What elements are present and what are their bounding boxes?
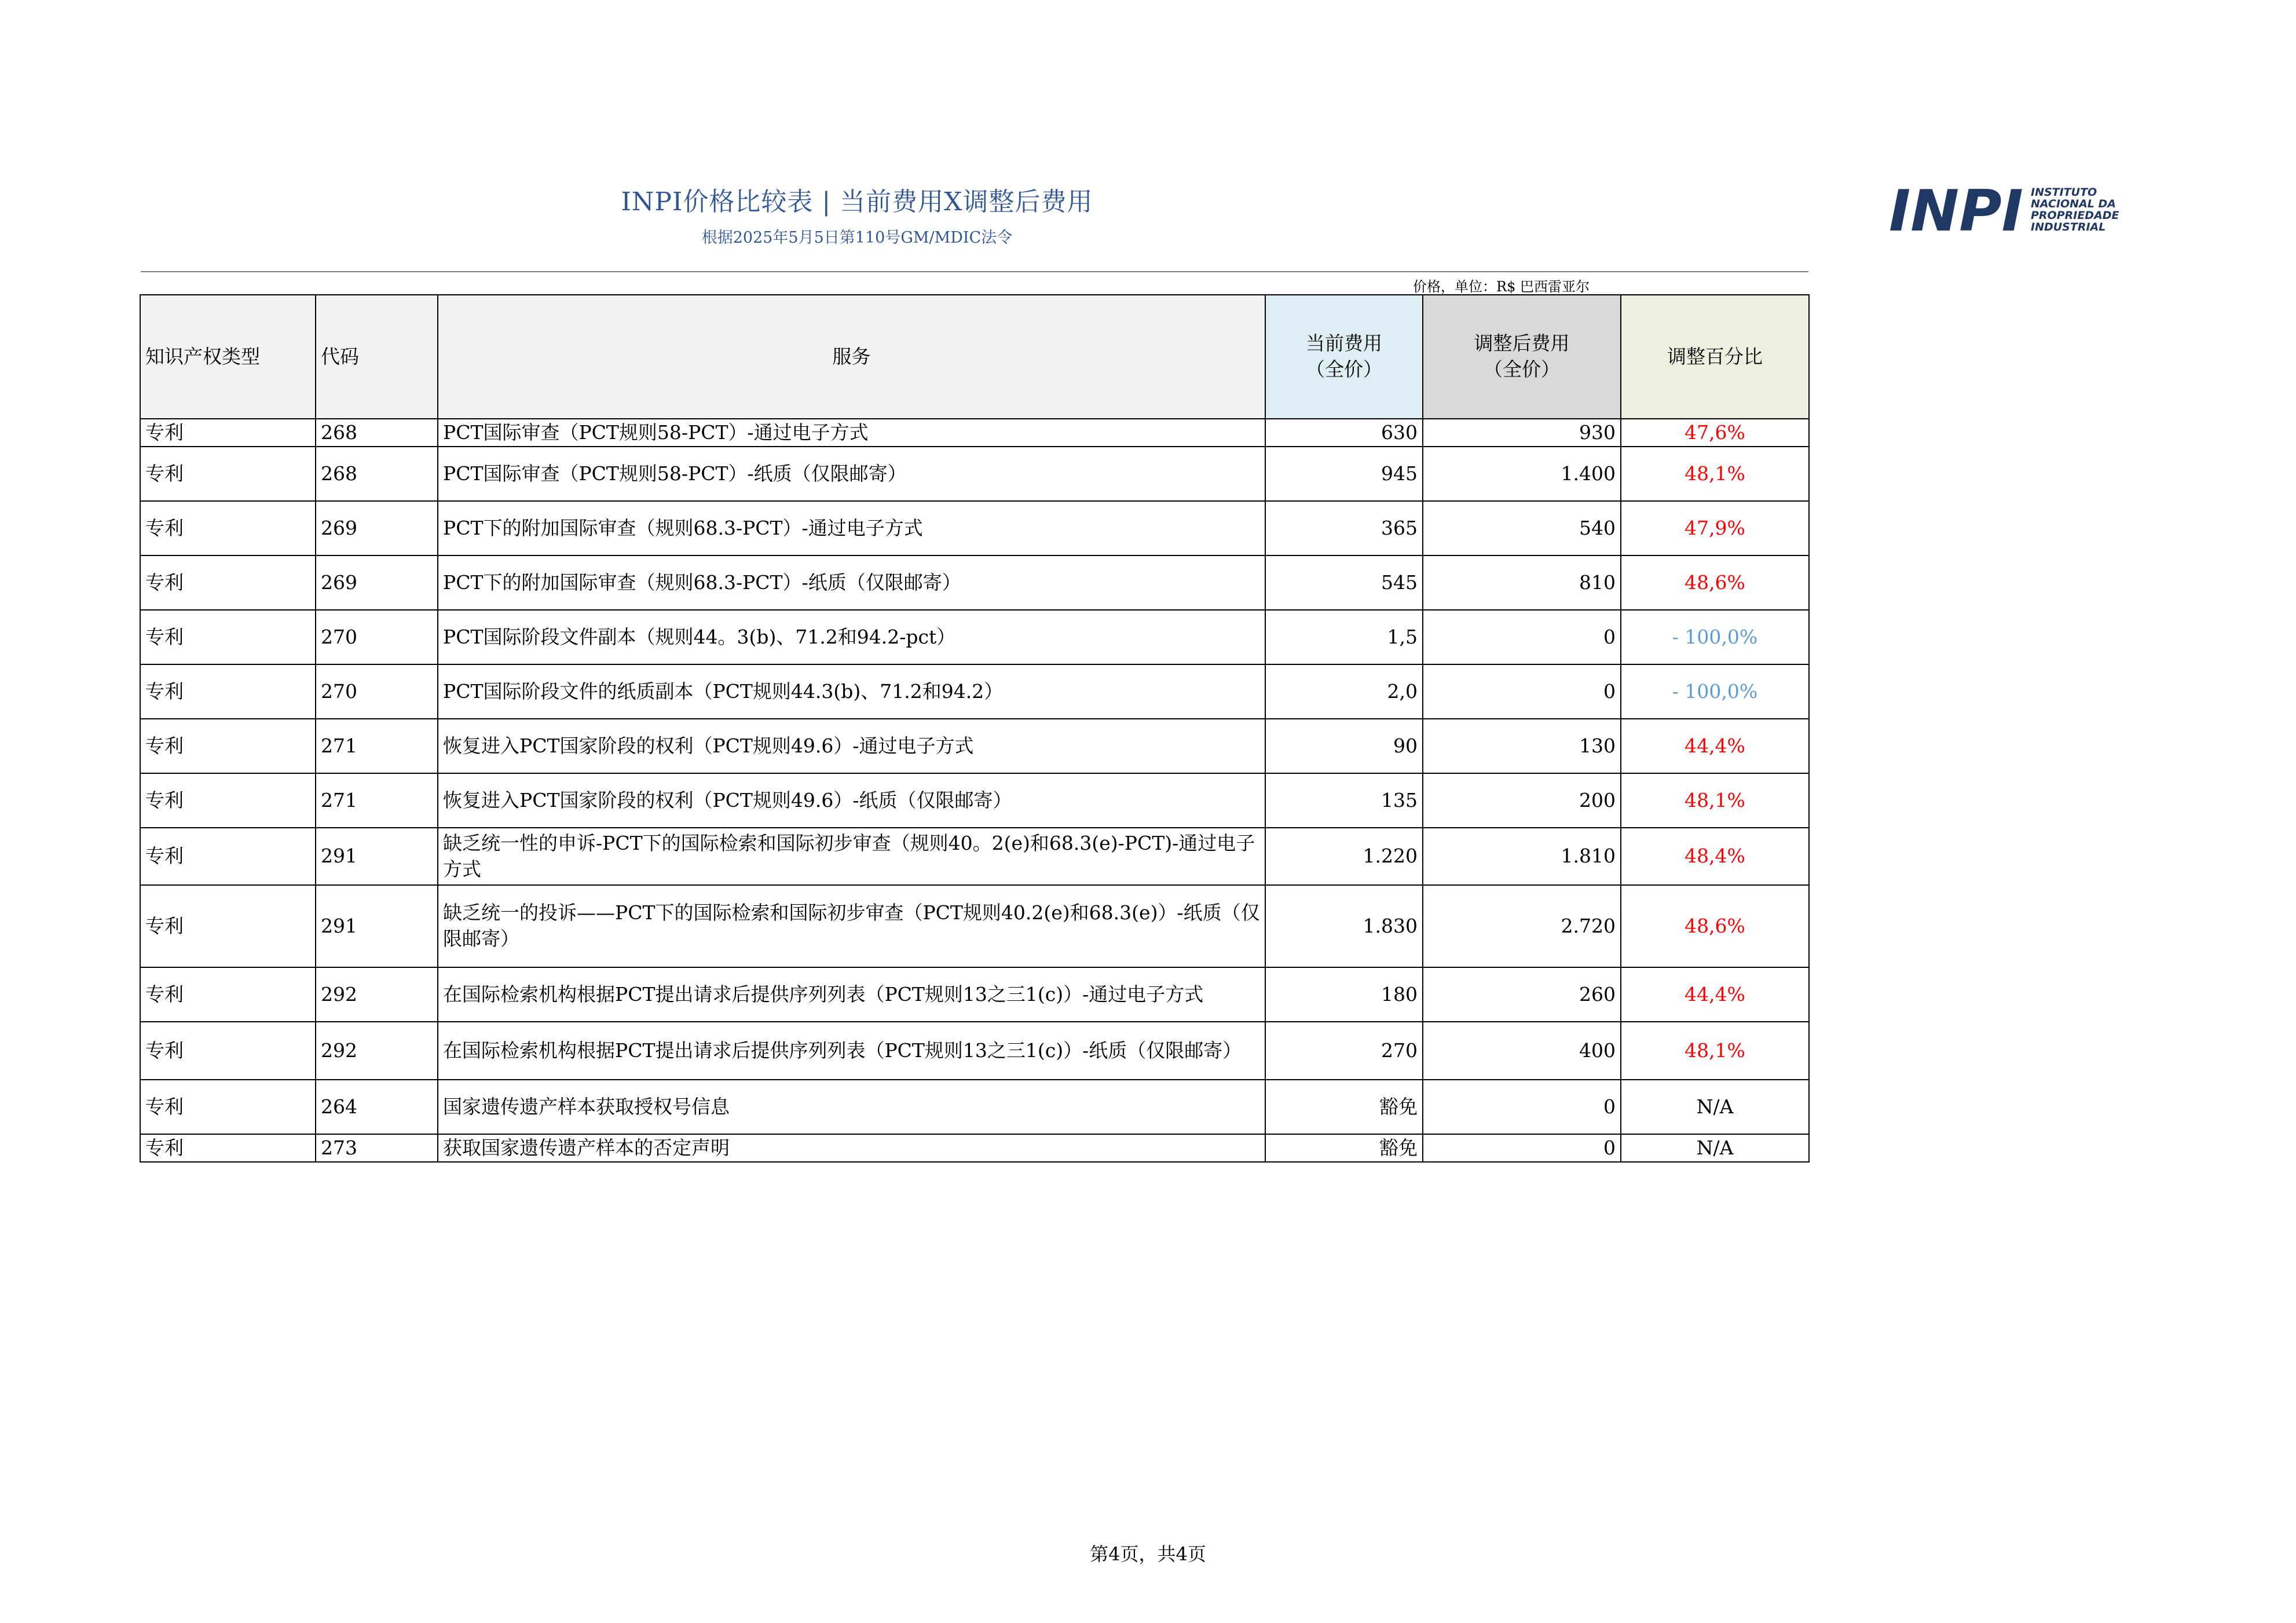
cell-adjusted-fee: 0 <box>1423 664 1621 719</box>
table-row <box>140 967 1809 1022</box>
cell-adjust-percent: 47,6% <box>1621 419 1809 447</box>
cell-current-fee: 545 <box>1265 555 1423 610</box>
cell-adjust-percent: - 100,0% <box>1621 664 1809 719</box>
cell-current-fee: 90 <box>1265 719 1423 773</box>
cell-current-fee: 135 <box>1265 773 1423 828</box>
header-service: 服务 <box>438 295 1265 419</box>
cell-adjusted-fee: 540 <box>1423 501 1621 555</box>
cell-code: 270 <box>316 610 438 664</box>
inpi-logo <box>1889 184 2121 236</box>
cell-current-fee: 豁免 <box>1265 1134 1423 1162</box>
cell-adjust-percent: N/A <box>1621 1134 1809 1162</box>
cell-ip-type: 专利 <box>140 555 316 610</box>
cell-current-fee: 365 <box>1265 501 1423 555</box>
cell-adjusted-fee: 130 <box>1423 719 1621 773</box>
table-row <box>140 1022 1809 1080</box>
header-adjusted-fee-line2: （全价） <box>1484 358 1560 381</box>
cell-adjusted-fee: 930 <box>1423 419 1621 447</box>
table-row <box>140 501 1809 555</box>
cell-code: 292 <box>316 967 438 1022</box>
cell-code: 291 <box>316 885 438 967</box>
cell-service: 国家遗传遗产样本获取授权号信息 <box>438 1080 1265 1134</box>
cell-ip-type: 专利 <box>140 1080 316 1134</box>
cell-code: 291 <box>316 828 438 885</box>
cell-adjust-percent: 48,1% <box>1621 773 1809 828</box>
page-number: 第4页，共4页 <box>1090 1543 1206 1565</box>
cell-adjust-percent: 48,6% <box>1621 885 1809 967</box>
cell-adjusted-fee: 0 <box>1423 1080 1621 1134</box>
cell-service: PCT国际阶段文件的纸质副本（PCT规则44.3(b)、71.2和94.2） <box>438 664 1265 719</box>
inpi-logo-line-4: INDUSTRIAL <box>2031 221 2106 233</box>
cell-service: 恢复进入PCT国家阶段的权利（PCT规则49.6）-纸质（仅限邮寄） <box>438 773 1265 828</box>
cell-adjusted-fee: 0 <box>1423 1134 1621 1162</box>
cell-adjusted-fee: 200 <box>1423 773 1621 828</box>
cell-adjusted-fee: 400 <box>1423 1022 1621 1080</box>
currency-unit-note: 价格，单位：R$ 巴西雷亚尔 <box>1413 279 1590 295</box>
cell-current-fee: 豁免 <box>1265 1080 1423 1134</box>
cell-ip-type: 专利 <box>140 610 316 664</box>
cell-current-fee: 945 <box>1265 447 1423 501</box>
cell-current-fee: 630 <box>1265 419 1423 447</box>
cell-service: PCT下的附加国际审查（规则68.3-PCT）-纸质（仅限邮寄） <box>438 555 1265 610</box>
inpi-logo-mark: INPI <box>1889 184 2023 236</box>
cell-current-fee: 180 <box>1265 967 1423 1022</box>
cell-ip-type: 专利 <box>140 1022 316 1080</box>
page-title: INPI价格比较表 | 当前费用X调整后费用 <box>621 187 1093 217</box>
table-row <box>140 447 1809 501</box>
cell-ip-type: 专利 <box>140 719 316 773</box>
cell-ip-type: 专利 <box>140 1134 316 1162</box>
header-code: 代码 <box>316 295 438 419</box>
cell-ip-type: 专利 <box>140 501 316 555</box>
cell-adjust-percent: 44,4% <box>1621 719 1809 773</box>
header-current-fee-line2: （全价） <box>1306 358 1382 381</box>
fee-comparison-table <box>140 294 1810 1163</box>
cell-current-fee: 1,5 <box>1265 610 1423 664</box>
table-row <box>140 555 1809 610</box>
table-header-row <box>140 295 1809 419</box>
table-row <box>140 885 1809 967</box>
table-row <box>140 828 1809 885</box>
header-adjust-percent: 调整百分比 <box>1621 295 1809 419</box>
cell-adjust-percent: 48,6% <box>1621 555 1809 610</box>
inpi-logo-line-3: PROPRIEDADE <box>2031 209 2119 222</box>
table-row <box>140 719 1809 773</box>
cell-code: 268 <box>316 447 438 501</box>
page-subtitle: 根据2025年5月5日第110号GM/MDIC法令 <box>701 229 1013 247</box>
cell-code: 269 <box>316 501 438 555</box>
header-current-fee <box>1265 295 1423 419</box>
cell-code: 292 <box>316 1022 438 1080</box>
cell-adjust-percent: 48,1% <box>1621 447 1809 501</box>
cell-adjusted-fee: 2.720 <box>1423 885 1621 967</box>
table-row <box>140 1134 1809 1162</box>
cell-adjust-percent: 44,4% <box>1621 967 1809 1022</box>
header-current-fee-line1: 当前费用 <box>1306 332 1382 355</box>
cell-ip-type: 专利 <box>140 664 316 719</box>
cell-service: PCT国际审查（PCT规则58-PCT）-通过电子方式 <box>438 419 1265 447</box>
header-adjusted-fee <box>1423 295 1621 419</box>
table-row <box>140 773 1809 828</box>
cell-ip-type: 专利 <box>140 967 316 1022</box>
header-divider <box>141 271 1808 272</box>
cell-adjusted-fee: 260 <box>1423 967 1621 1022</box>
cell-current-fee: 1.830 <box>1265 885 1423 967</box>
table-row <box>140 664 1809 719</box>
cell-current-fee: 2,0 <box>1265 664 1423 719</box>
cell-service: PCT国际审查（PCT规则58-PCT）-纸质（仅限邮寄） <box>438 447 1265 501</box>
table-row <box>140 610 1809 664</box>
cell-service: 在国际检索机构根据PCT提出请求后提供序列列表（PCT规则13之三1(c)）-纸质（仅限邮寄） <box>438 1022 1265 1080</box>
cell-service: 缺乏统一性的申诉-PCT下的国际检索和国际初步审查（规则40。2(e)和68.3(e)-PCT)-通过电子方式 <box>438 828 1265 885</box>
cell-adjusted-fee: 1.810 <box>1423 828 1621 885</box>
cell-code: 271 <box>316 719 438 773</box>
cell-ip-type: 专利 <box>140 773 316 828</box>
cell-service: 缺乏统一的投诉——PCT下的国际检索和国际初步审查（PCT规则40.2(e)和68.3(e)）-纸质（仅限邮寄） <box>438 885 1265 967</box>
header-adjusted-fee-line1: 调整后费用 <box>1474 332 1570 355</box>
cell-ip-type: 专利 <box>140 419 316 447</box>
cell-current-fee: 1.220 <box>1265 828 1423 885</box>
table-row <box>140 419 1809 447</box>
cell-adjust-percent: N/A <box>1621 1080 1809 1134</box>
cell-adjust-percent: 48,4% <box>1621 828 1809 885</box>
cell-code: 271 <box>316 773 438 828</box>
cell-ip-type: 专利 <box>140 447 316 501</box>
cell-adjust-percent: - 100,0% <box>1621 610 1809 664</box>
cell-adjusted-fee: 810 <box>1423 555 1621 610</box>
inpi-logo-line-2: NACIONAL DA <box>2031 198 2116 210</box>
cell-ip-type: 专利 <box>140 828 316 885</box>
cell-code: 269 <box>316 555 438 610</box>
cell-service: 在国际检索机构根据PCT提出请求后提供序列列表（PCT规则13之三1(c)）-通过电子方式 <box>438 967 1265 1022</box>
cell-ip-type: 专利 <box>140 885 316 967</box>
header-ip-type: 知识产权类型 <box>140 295 316 419</box>
inpi-logo-line-1: INSTITUTO <box>2031 186 2097 199</box>
cell-adjust-percent: 48,1% <box>1621 1022 1809 1080</box>
cell-current-fee: 270 <box>1265 1022 1423 1080</box>
cell-code: 264 <box>316 1080 438 1134</box>
cell-code: 268 <box>316 419 438 447</box>
cell-service: PCT下的附加国际审查（规则68.3-PCT）-通过电子方式 <box>438 501 1265 555</box>
cell-code: 270 <box>316 664 438 719</box>
cell-adjusted-fee: 1.400 <box>1423 447 1621 501</box>
cell-service: PCT国际阶段文件副本（规则44。3(b)、71.2和94.2-pct） <box>438 610 1265 664</box>
cell-adjusted-fee: 0 <box>1423 610 1621 664</box>
cell-code: 273 <box>316 1134 438 1162</box>
table-row <box>140 1080 1809 1134</box>
cell-service: 获取国家遗传遗产样本的否定声明 <box>438 1134 1265 1162</box>
cell-service: 恢复进入PCT国家阶段的权利（PCT规则49.6）-通过电子方式 <box>438 719 1265 773</box>
cell-adjust-percent: 47,9% <box>1621 501 1809 555</box>
